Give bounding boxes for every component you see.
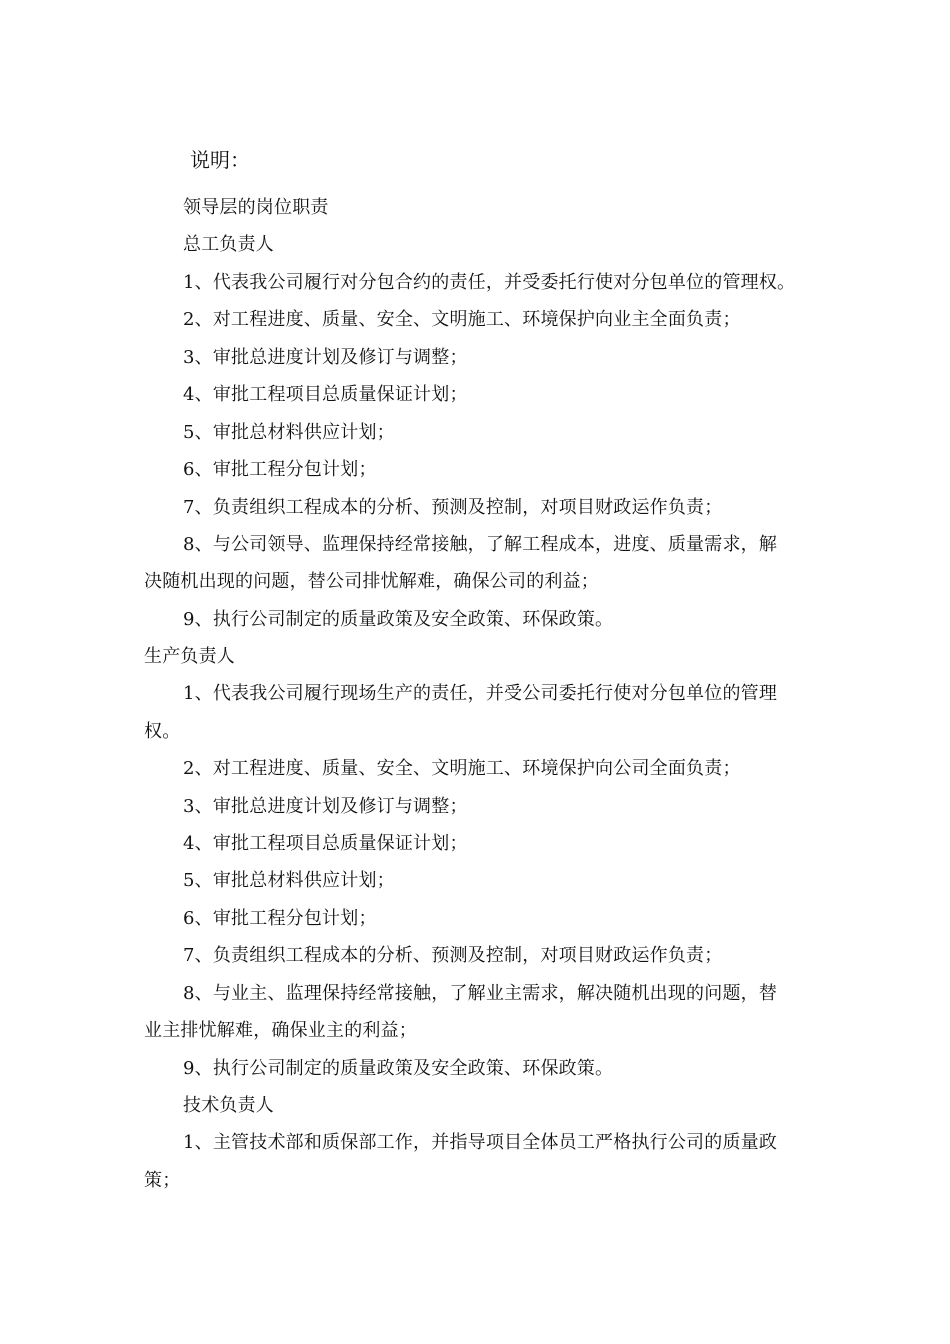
paragraph-line: 9、执行公司制定的质量政策及安全政策、环保政策。 <box>183 609 614 630</box>
paragraph-line: 4、审批工程项目总质量保证计划； <box>183 833 468 854</box>
section-heading-production: 生产负责人 <box>144 646 235 667</box>
paragraph-line: 7、负责组织工程成本的分析、预测及控制，对项目财政运作负责； <box>183 945 723 966</box>
paragraph-line: 2、对工程进度、质量、安全、文明施工、环境保护向业主全面负责； <box>183 309 741 330</box>
paragraph-line: 8、与业主、监理保持经常接触，了解业主需求，解决随机出现的问题，替 <box>183 983 778 1004</box>
section-heading-chief-engineer: 总工负责人 <box>183 234 274 255</box>
section-heading-technical: 技术负责人 <box>183 1095 274 1116</box>
paragraph-line: 9、执行公司制定的质量政策及安全政策、环保政策。 <box>183 1058 614 1079</box>
paragraph-line: 4、审批工程项目总质量保证计划； <box>183 384 468 405</box>
paragraph-line: 8、与公司领导、监理保持经常接触，了解工程成本，进度、质量需求，解 <box>183 534 778 555</box>
paragraph-line: 3、审批总进度计划及修订与调整； <box>183 347 468 368</box>
paragraph-line: 5、审批总材料供应计划； <box>183 422 395 443</box>
paragraph-line: 策； <box>144 1170 181 1191</box>
paragraph-line: 1、主管技术部和质保部工作，并指导项目全体员工严格执行公司的质量政 <box>183 1132 778 1153</box>
paragraph-line: 2、对工程进度、质量、安全、文明施工、环境保护向公司全面负责； <box>183 758 741 779</box>
paragraph-line: 5、审批总材料供应计划； <box>183 870 395 891</box>
paragraph-line: 决随机出现的问题，替公司排忧解难，确保公司的利益； <box>144 571 599 592</box>
paragraph-line: 6、审批工程分包计划； <box>183 908 377 929</box>
paragraph-line: 权。 <box>144 721 181 742</box>
paragraph-line: 3、审批总进度计划及修订与调整； <box>183 796 468 817</box>
paragraph-line: 1、代表我公司履行现场生产的责任，并受公司委托行使对分包单位的管理 <box>183 683 778 704</box>
paragraph-line: 6、审批工程分包计划； <box>183 459 377 480</box>
paragraph-line: 1、代表我公司履行对分包合约的责任，并受委托行使对分包单位的管理权。 <box>183 272 796 293</box>
paragraph-line: 业主排忧解难，确保业主的利益； <box>144 1020 417 1041</box>
paragraph-line: 7、负责组织工程成本的分析、预测及控制，对项目财政运作负责； <box>183 497 723 518</box>
document-title: 说明： <box>190 148 250 172</box>
section-heading-leadership: 领导层的岗位职责 <box>183 197 329 218</box>
